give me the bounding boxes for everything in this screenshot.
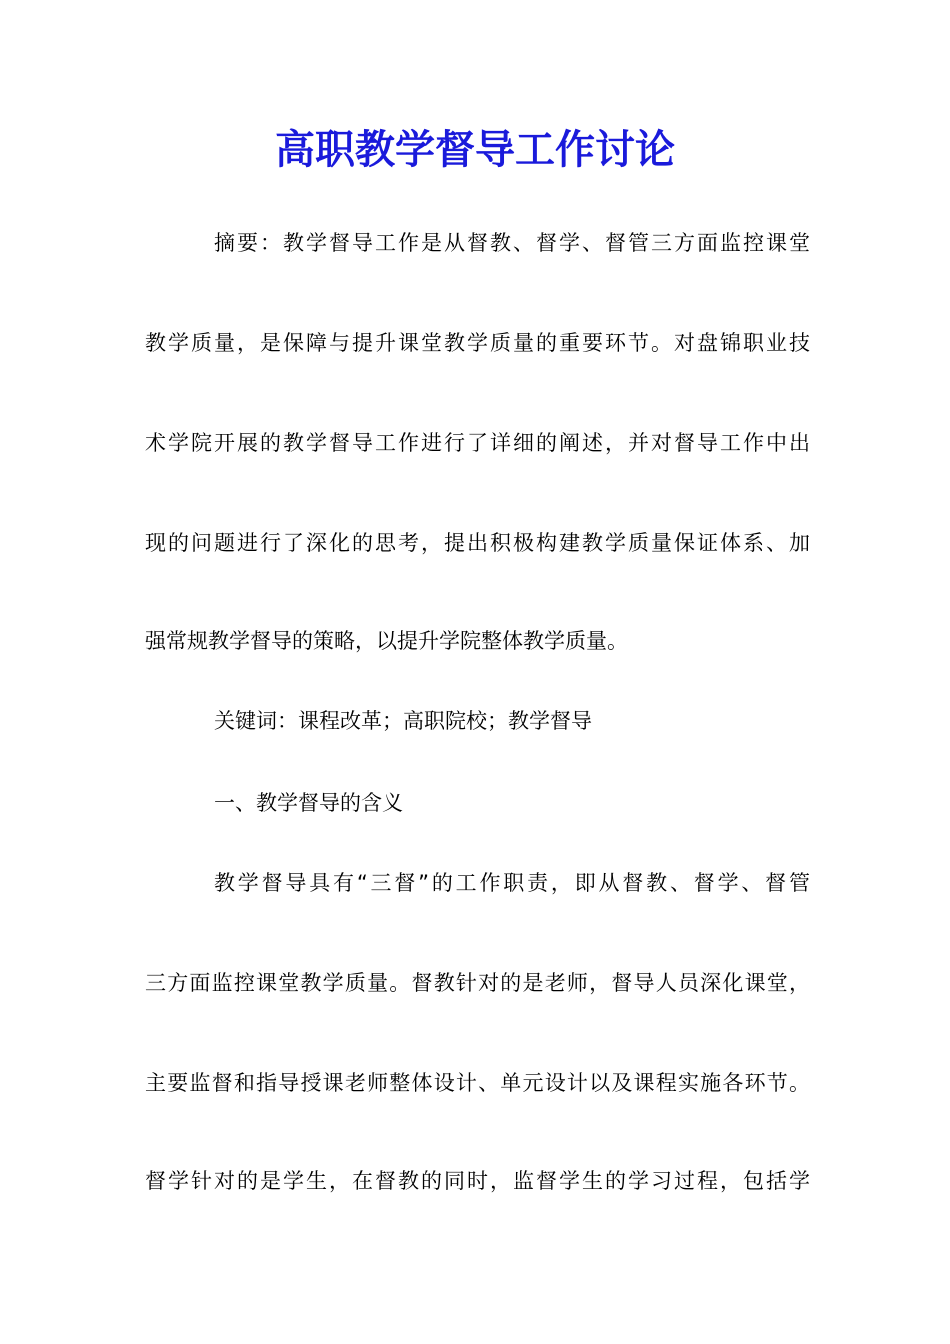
body-line: 主要监督和指导授课老师整体设计、单元设计以及课程实施各环节。 — [145, 1071, 810, 1095]
section-heading: 一、教学督导的含义 — [214, 791, 403, 815]
body-line: 督学针对的是学生，在督教的同时，监督学生的学习过程，包括学 — [145, 1169, 810, 1193]
abstract-line: 现的问题进行了深化的思考，提出积极构建教学质量保证体系、加 — [145, 531, 810, 555]
abstract-line: 强常规教学督导的策略，以提升学院整体教学质量。 — [145, 629, 628, 653]
body-line: 三方面监控课堂教学质量。督教针对的是老师，督导人员深化课堂， — [145, 971, 810, 995]
document-title: 高职教学督导工作讨论 — [275, 126, 675, 173]
abstract-line: 摘要：教学督导工作是从督教、督学、督管三方面监控课堂 — [214, 231, 810, 255]
keywords-line: 关键词：课程改革；高职院校；教学督导 — [214, 709, 592, 733]
abstract-line: 术学院开展的教学督导工作进行了详细的阐述，并对督导工作中出 — [145, 431, 810, 455]
body-line: 教学督导具有“三督”的工作职责，即从督教、督学、督管 — [214, 871, 810, 895]
abstract-line: 教学质量，是保障与提升课堂教学质量的重要环节。对盘锦职业技 — [145, 331, 810, 355]
